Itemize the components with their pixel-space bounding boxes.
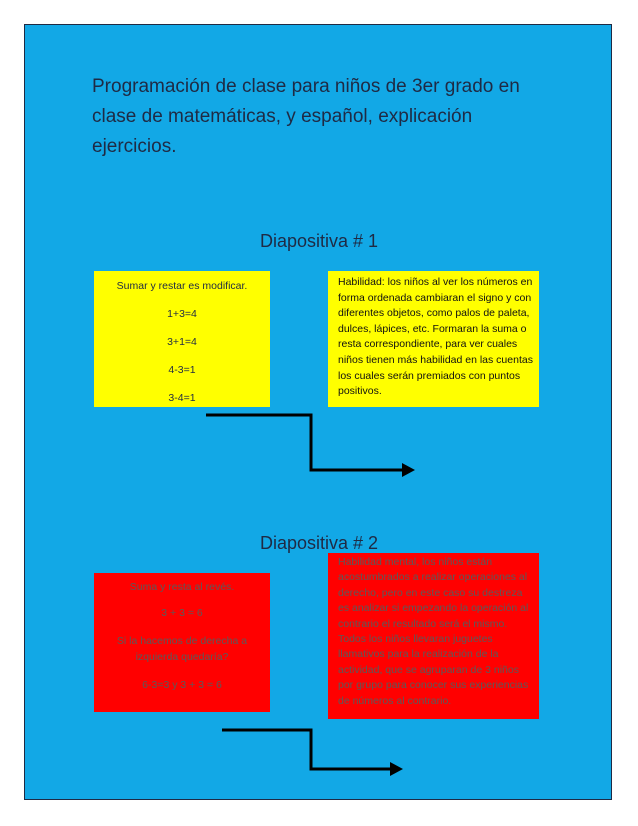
slide1-skill-text: Habilidad: los niños al ver los números en forma ordenada cambiaran el signo y con diferentes objetos, como palos de paleta, dulces, lápices, etc. Formaran la suma o resta correspondiente, para ver cuales niños tienen más habilidad en las cuentas los cuales serán premiados con puntos positivos. xyxy=(338,276,533,398)
slide1-example-line: Sumar y restar es modificar. xyxy=(116,280,248,292)
slide2-example-line: Suma y resta al revés. xyxy=(129,581,235,593)
slide1-example-line: 1+3=4 xyxy=(167,308,197,320)
slide2-heading: Diapositiva # 2 xyxy=(259,533,379,553)
slide1-heading: Diapositiva # 1 xyxy=(259,231,379,251)
slide2-example-line: 6-3=3 y 3 + 3 = 6 xyxy=(142,679,222,691)
document-title: Programación de clase para niños de 3er grado en clase de matemáticas, y español, explicación ejercicios. xyxy=(92,76,520,157)
slide1-example-line: 4-3=1 xyxy=(168,364,196,376)
slide2-skill-text: Habilidad mental, los niños están acostumbrados a realizar operaciones al derecho, pero en este caso su destreza es analizar si empezando la operación al contrario el resultado será el mismo. Todos los niños llevaran juguetes llamativos para la realización de la actividad, que se agruparan de 3 niños por grupo para conocer sus experiencias de números al contrario. xyxy=(338,556,529,707)
slide2-example-line: Si la hacemos de derecha a izquierda quedaría? xyxy=(116,635,248,663)
page-background xyxy=(24,24,612,800)
slide1-example-line: 3-4=1 xyxy=(168,392,196,404)
slide2-flow-arrow xyxy=(25,25,613,801)
slide2-example-line: 3 + 3 = 6 xyxy=(161,607,203,619)
slide1-example-line: 3+1=4 xyxy=(167,336,197,348)
